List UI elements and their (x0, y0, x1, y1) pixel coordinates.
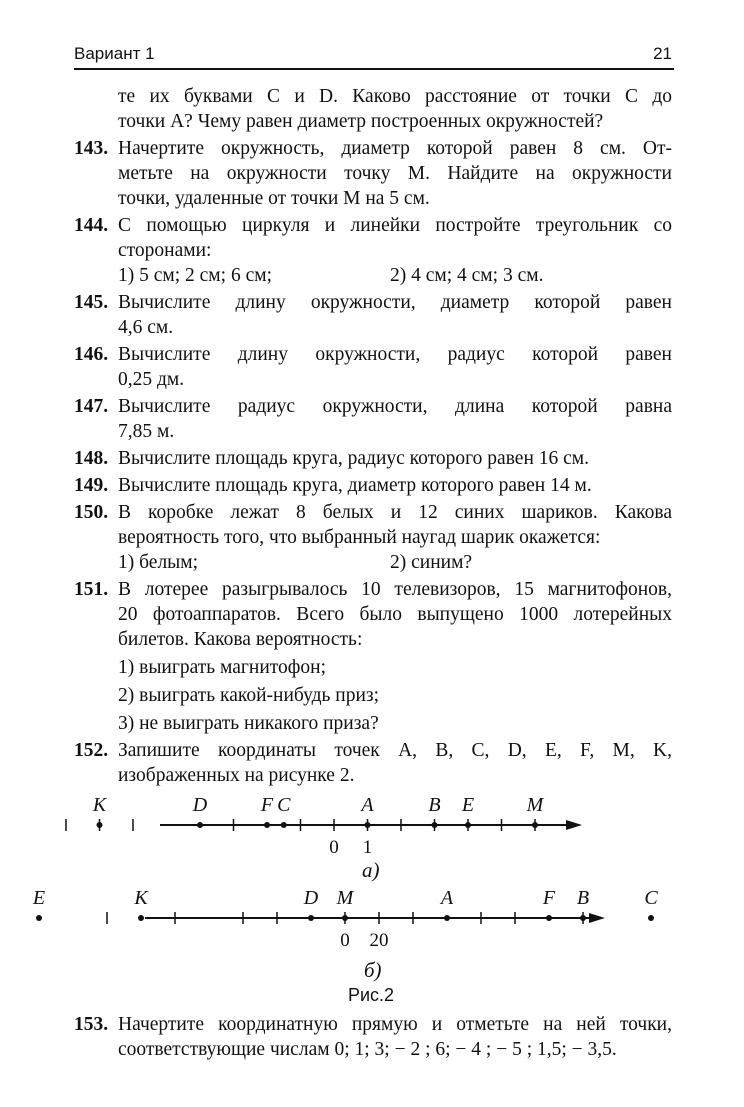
problem-text: Начертите координатную прямую и отметьте на ней точки, (118, 1014, 672, 1035)
point-a (365, 822, 371, 828)
point-label: M (526, 794, 544, 816)
problem-text: С помощью циркуля и линейки постройте треугольник со (118, 215, 672, 236)
option-2: 2) 4 см; 4 см; 3 см. (390, 265, 544, 286)
problem-text: 7,85 м. (118, 421, 175, 442)
point-label: E (461, 794, 475, 816)
point-c (648, 915, 654, 921)
tick-label: 0 (329, 837, 339, 858)
page-number: 21 (653, 44, 672, 63)
figure-title: Рис.2 (348, 985, 395, 1005)
problem-number: 148. (74, 448, 109, 469)
problem-text: билетов. Какова вероятность: (118, 629, 363, 650)
point-label: B (576, 887, 590, 909)
point-d (197, 822, 203, 828)
point-label: E (32, 887, 46, 909)
problem-number: 151. (74, 579, 109, 600)
point-e (36, 915, 42, 921)
problem-text: вероятность того, что выбранный наугад шарик окажется: (118, 527, 601, 548)
point-label: K (92, 794, 107, 816)
problem-text: В коробке лежат 8 белых и 12 синих шариков. Какова (118, 502, 672, 523)
point-k (97, 822, 103, 828)
point-label: C (277, 794, 291, 816)
problem-number: 146. (74, 344, 109, 365)
list-item: 2) выиграть какой-нибудь приз; (118, 685, 380, 706)
problem-number: 147. (74, 396, 109, 417)
tick-label: 0 (340, 930, 350, 951)
list-item: 1) выиграть магнитофон; (118, 657, 327, 678)
point-label: C (644, 887, 658, 909)
point-label: M (336, 887, 354, 909)
problem-153 (74, 1012, 672, 1062)
caption-b: б) (364, 958, 382, 982)
point-label: F (542, 887, 556, 909)
variant-label: Вариант 1 (74, 44, 155, 63)
problem-text: Начертите окружность, диаметр которой равен 8 см. От- (118, 138, 672, 159)
problem-number: 149. (74, 475, 109, 496)
problem-text: Вычислите площадь круга, радиус которого равен 16 см. (118, 448, 589, 469)
problem-text: 20 фотоаппаратов. Всего было выпущено 1000 лотерейных (118, 604, 672, 625)
problem-number: 145. (74, 292, 109, 313)
problem-number: 153. (74, 1014, 109, 1035)
problem-text: Вычислите длину окружности, радиус которой равен (118, 344, 672, 365)
point-label: F (260, 794, 274, 816)
list-item: 3) не выиграть никакого приза? (118, 713, 379, 734)
point-c (281, 822, 287, 828)
intro-line: точки A? Чему равен диаметр построенных окружностей? (118, 111, 604, 132)
point-label: A (361, 794, 374, 816)
point-f (546, 915, 552, 921)
point-e (465, 822, 471, 828)
problem-number: 143. (74, 138, 109, 159)
option-1: 1) 5 см; 2 см; 6 см; (118, 265, 272, 286)
point-m (342, 915, 348, 921)
caption-a: а) (362, 858, 380, 882)
problem-number: 144. (74, 215, 109, 236)
number-line-a (66, 794, 582, 858)
problem-number: 150. (74, 502, 109, 523)
problem-text: Вычислите длину окружности, диаметр которой равен (118, 292, 672, 313)
problem-text: сторонами: (118, 240, 212, 261)
point-label: D (303, 887, 319, 909)
problem-text: метьте на окружности точку M. Найдите на окружности (118, 163, 672, 184)
axis-arrow (589, 913, 605, 923)
point-k (138, 915, 144, 921)
point-b (432, 822, 438, 828)
problem-number: 152. (74, 740, 109, 761)
problem-text: Вычислите радиус окружности, длина которой равна (118, 396, 672, 417)
point-label: D (192, 794, 208, 816)
problem-text: В лотерее разыгрывалось 10 телевизоров, 15 магнитофонов, (118, 579, 672, 600)
intro-line: те их буквами C и D. Каково расстояние от точки C до (118, 86, 672, 107)
problem-text: Запишите координаты точек A, B, C, D, E, F, M, K, (118, 740, 672, 761)
problem-text: 4,6 см. (118, 317, 174, 338)
axis-arrow (566, 820, 582, 830)
point-label: K (134, 887, 148, 909)
point-d (308, 915, 314, 921)
tick-label: 1 (362, 837, 373, 858)
problem-text: изображенных на рисунке 2. (118, 765, 355, 786)
point-b (580, 915, 586, 921)
number-line-b (32, 887, 658, 951)
point-a (444, 915, 450, 921)
point-f (264, 822, 270, 828)
point-label: B (428, 794, 441, 816)
problem-text: Вычислите площадь круга, диаметр которого равен 14 м. (118, 475, 592, 496)
point-label: A (440, 887, 454, 909)
problem-text: точки, удаленные от точки M на 5 см. (118, 188, 430, 209)
option-2: 2) синим? (390, 552, 473, 573)
option-1: 1) белым; (118, 552, 199, 573)
point-m (532, 822, 538, 828)
page-content-bottom (74, 1012, 672, 1062)
problem-text: соответствующие числам 0; 1; 3; − 2 ; 6; − 4 ; − 5 ; 1,5; − 3,5. (118, 1039, 617, 1060)
problem-text: 0,25 дм. (118, 369, 185, 390)
tick-label: 20 (369, 930, 389, 951)
